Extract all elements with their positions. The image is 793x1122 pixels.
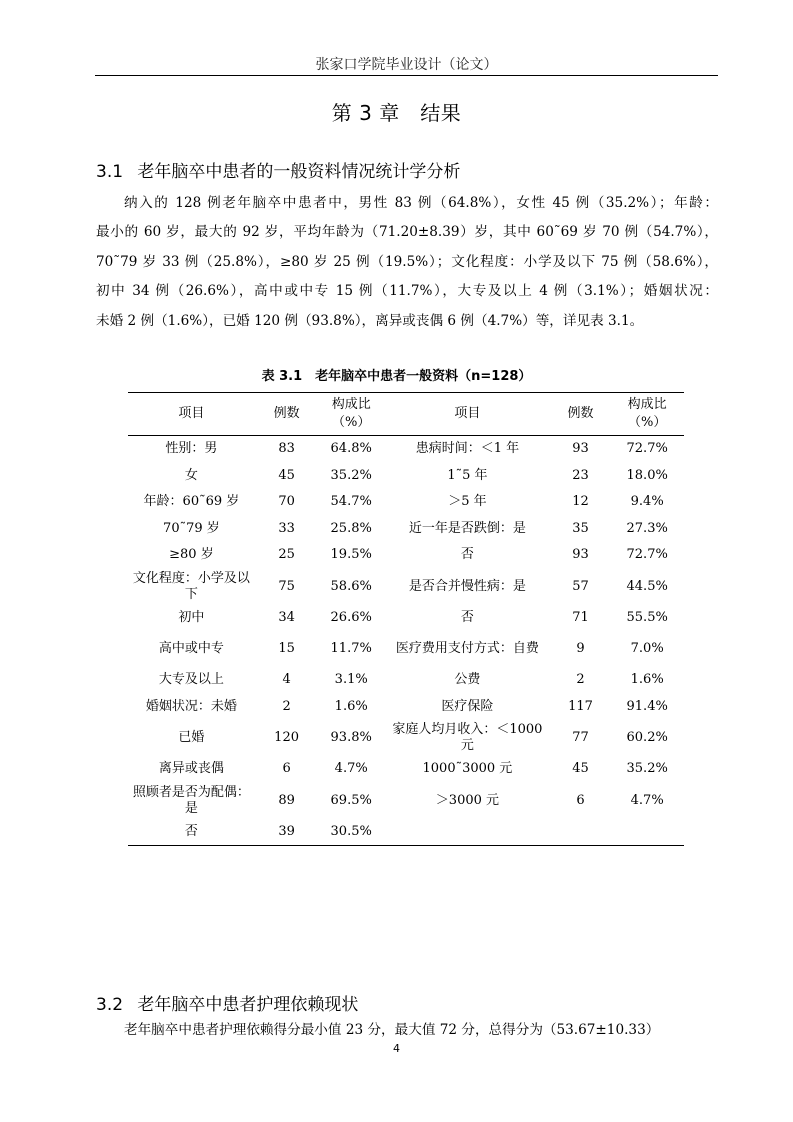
cell-ratio: 69.5% <box>330 792 372 808</box>
cell-count-2: 77 <box>572 730 589 745</box>
section-title-text: 老年脑卒中患者的一般资料情况统计学分析 <box>137 162 461 182</box>
cell-item: ≥80 岁 <box>169 547 214 563</box>
header-ratio: 构成比（%） <box>318 393 384 436</box>
cell-count: 6 <box>282 761 291 777</box>
chapter-title: 第 3 章 结果 <box>331 101 462 125</box>
general-data-table <box>128 392 684 846</box>
table-row <box>128 605 684 632</box>
cell-ratio-2: 55.5% <box>626 609 668 625</box>
cell-ratio-2: 72.7% <box>626 547 668 563</box>
cell-item-2: ＞3000 元 <box>435 792 500 808</box>
cell-count: 120 <box>274 730 299 745</box>
paragraph-line: 70˜79 岁 33 例（25.8%），≥80 岁 25 例（19.5%）；文化程度：小学及以下 75 例（58.6%）， <box>96 253 718 270</box>
cell-item-2: 医疗费用支付方式：自费 <box>395 641 539 656</box>
cell-item-2 <box>384 819 551 846</box>
table-row <box>128 694 684 721</box>
cell-item: 照顾者是否为配偶：是 <box>132 784 250 816</box>
header-count: 例数 <box>255 393 319 436</box>
table-row <box>128 569 684 605</box>
cell-item: 初中 <box>178 609 205 625</box>
cell-count: 83 <box>278 441 295 457</box>
cell-item: 否 <box>128 819 255 846</box>
cell-item: 婚姻状况：未婚 <box>145 698 237 714</box>
table-row <box>128 631 684 667</box>
cell-ratio-2: 4.7% <box>630 792 664 808</box>
table-row <box>128 436 684 463</box>
section-heading-3-1 <box>96 157 460 182</box>
cell-item-2: 公费 <box>454 672 481 688</box>
paragraph-line: 初中 34 例（26.6%），高中或中专 15 例（11.7%），大专及以上 4 例（3.1%）；婚姻状况： <box>96 283 718 300</box>
cell-ratio-2: 35.2% <box>626 761 668 777</box>
cell-ratio: 30.5% <box>318 819 384 846</box>
cell-item-2: 是否合并慢性病：是 <box>408 578 526 594</box>
cell-ratio: 26.6% <box>330 609 372 625</box>
table-row <box>128 463 684 490</box>
cell-count-2: 12 <box>572 494 589 510</box>
cell-count: 34 <box>278 609 295 625</box>
section-number: 3.2 <box>96 995 124 1015</box>
cell-ratio: 35.2% <box>330 467 372 483</box>
cell-ratio: 11.7% <box>330 641 372 656</box>
cell-item: 性别：男 <box>165 441 218 457</box>
table-row <box>128 783 684 819</box>
cell-ratio-2: 27.3% <box>626 520 668 536</box>
running-header: 张家口学院毕业设计（论文） <box>315 57 498 73</box>
cell-item: 年龄：60˜69 岁 <box>143 494 240 510</box>
cell-ratio: 3.1% <box>334 672 368 688</box>
cell-ratio-2: 60.2% <box>626 730 668 745</box>
cell-count-2: 45 <box>572 761 589 777</box>
table-row <box>128 542 684 569</box>
cell-count-2: 117 <box>568 698 593 714</box>
cell-item: 离异或丧偶 <box>158 761 224 777</box>
cell-ratio-2 <box>610 819 684 846</box>
cell-count-2: 23 <box>572 467 589 483</box>
header-ratio-2: 构成比（%） <box>610 393 684 436</box>
cell-item: 70˜79 岁 <box>163 520 220 536</box>
cell-ratio: 64.8% <box>330 441 372 457</box>
cell-ratio-2: 91.4% <box>626 698 668 714</box>
cell-count-2 <box>551 819 611 846</box>
cell-count: 2 <box>282 698 291 714</box>
cell-count-2: 6 <box>576 792 585 808</box>
cell-ratio-2: 72.7% <box>626 441 668 457</box>
header-count-2: 例数 <box>551 393 611 436</box>
table-caption: 表 3.1 老年脑卒中患者一般资料（n=128） <box>261 369 532 384</box>
cell-item-2: 1˜5 年 <box>447 467 488 483</box>
section-title-text: 老年脑卒中患者护理依赖现状 <box>137 995 359 1015</box>
cell-item: 女 <box>184 467 198 483</box>
cell-count: 70 <box>278 494 295 510</box>
cell-ratio-2: 7.0% <box>630 641 664 656</box>
cell-item-2: 否 <box>460 547 474 563</box>
cell-count: 45 <box>278 467 295 483</box>
cell-count-2: 93 <box>572 547 589 563</box>
cell-item-2: 近一年是否跌倒：是 <box>408 520 526 536</box>
cell-ratio-2: 1.6% <box>630 672 664 688</box>
table-row <box>128 756 684 783</box>
cell-item-2: 1000˜3000 元 <box>422 761 513 777</box>
table-header-row <box>128 393 684 436</box>
cell-count-2: 2 <box>576 672 585 688</box>
cell-item: 已婚 <box>178 730 205 745</box>
cell-item-2: 家庭人均月收入：＜1000 元 <box>392 722 543 753</box>
cell-count-2: 71 <box>572 609 589 625</box>
header-item: 项目 <box>128 393 255 436</box>
cell-count-2: 57 <box>572 578 589 594</box>
paragraph-line: 最小的 60 岁，最大的 92 岁，平均年龄为（71.20±8.39）岁，其中 60˜69 岁 70 例（54.7%）， <box>96 224 718 241</box>
section-heading-3-2 <box>96 990 358 1015</box>
section-3-2-paragraph <box>96 1016 718 1045</box>
cell-count-2: 9 <box>576 641 585 656</box>
cell-ratio: 58.6% <box>330 578 372 594</box>
cell-count: 39 <box>255 819 319 846</box>
cell-ratio: 19.5% <box>330 547 372 563</box>
cell-ratio: 4.7% <box>334 761 368 777</box>
cell-item-2: ＞5 年 <box>448 494 487 510</box>
table-row <box>128 489 684 516</box>
cell-item-2: 患病时间：＜1 年 <box>415 441 520 457</box>
cell-count: 33 <box>278 520 295 536</box>
cell-ratio-2: 9.4% <box>630 494 664 510</box>
header-rule <box>95 75 718 76</box>
cell-count-2: 93 <box>572 441 589 457</box>
cell-count: 15 <box>278 641 295 656</box>
cell-ratio-2: 44.5% <box>626 578 668 594</box>
table-row <box>128 720 684 756</box>
cell-item-2: 医疗保险 <box>441 698 494 714</box>
page-number: 4 <box>393 1042 400 1055</box>
cell-ratio: 54.7% <box>330 494 372 510</box>
paragraph-line: 未婚 2 例（1.6%），已婚 120 例（93.8%），离异或丧偶 6 例（4.7%）等，详见表 3.1。 <box>96 312 644 329</box>
paragraph-line: 老年脑卒中患者护理依赖得分最小值 23 分，最大值 72 分，总得分为（53.67±10.33） <box>124 1022 660 1038</box>
cell-ratio: 93.8% <box>330 730 372 745</box>
table-row <box>128 516 684 543</box>
cell-item-2: 否 <box>460 609 474 625</box>
cell-count: 25 <box>278 547 295 563</box>
paragraph-line: 纳入的 128 例老年脑卒中患者中，男性 83 例（64.8%），女性 45 例（35.2%）；年龄： <box>124 195 718 211</box>
cell-item: 大专及以上 <box>158 672 224 688</box>
cell-ratio: 1.6% <box>334 698 368 714</box>
table-row <box>128 819 684 846</box>
section-number: 3.1 <box>96 162 124 182</box>
section-3-1-paragraph <box>96 189 718 336</box>
cell-ratio: 25.8% <box>330 520 372 536</box>
cell-ratio-2: 18.0% <box>626 467 668 483</box>
header-item-2: 项目 <box>384 393 551 436</box>
table-row <box>128 667 684 694</box>
cell-item: 文化程度：小学及以下 <box>132 570 250 602</box>
cell-count-2: 35 <box>572 520 589 536</box>
cell-count: 75 <box>278 578 295 594</box>
cell-count: 4 <box>282 672 291 688</box>
cell-item: 高中或中专 <box>158 641 224 656</box>
cell-count: 89 <box>278 792 295 808</box>
